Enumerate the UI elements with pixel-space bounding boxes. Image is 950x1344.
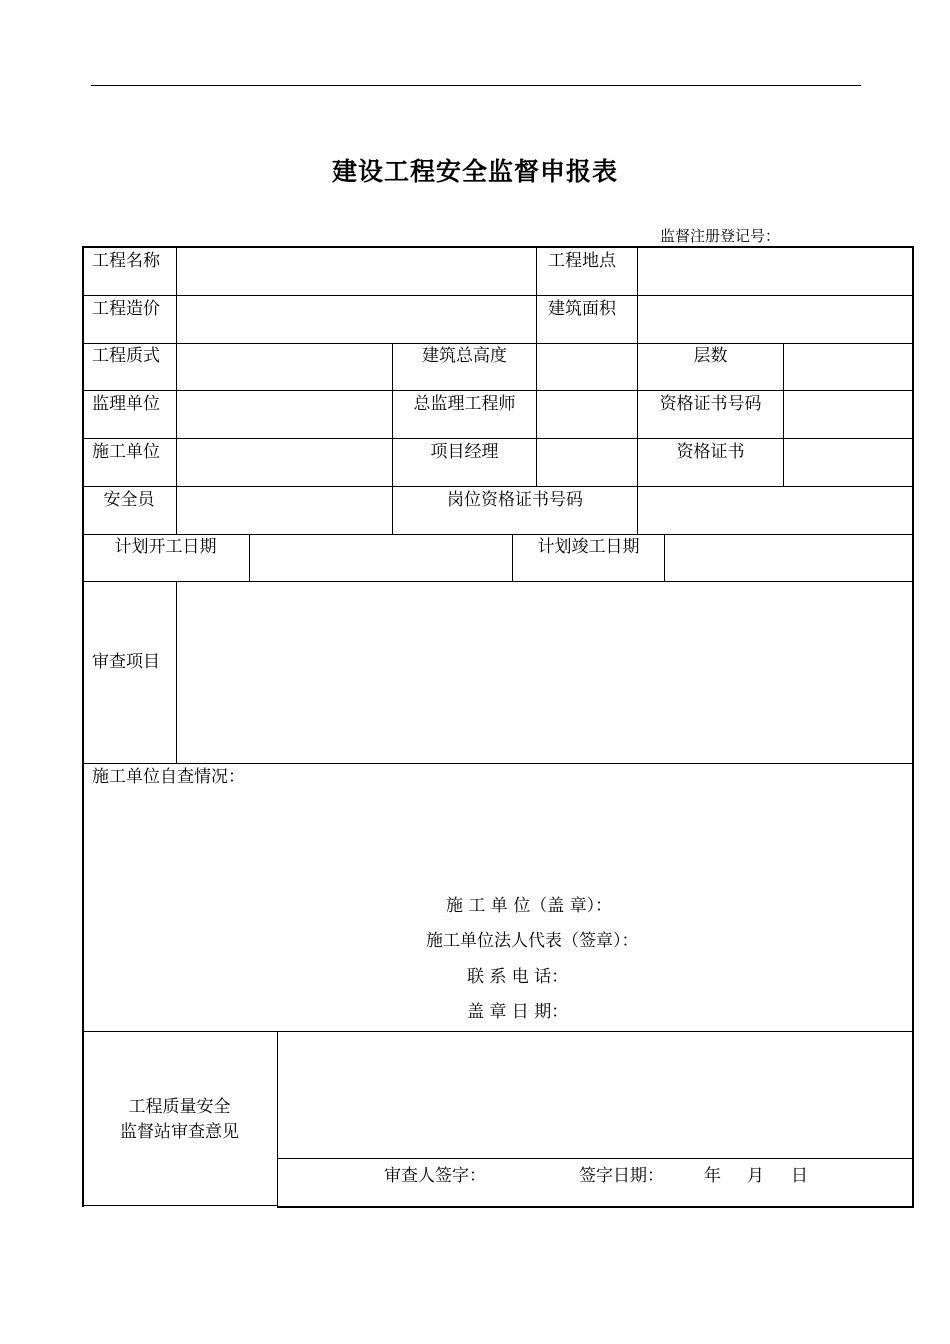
planned-completion-label: 计划竣工日期 bbox=[537, 537, 640, 557]
header-rule bbox=[91, 85, 861, 86]
total-height-label: 建筑总高度 bbox=[422, 346, 507, 366]
project-quality-label: 工程质式 bbox=[92, 346, 160, 366]
planned-completion-field[interactable] bbox=[666, 535, 911, 580]
review-items-label: 审查项目 bbox=[92, 652, 160, 672]
project-location-label: 工程地点 bbox=[548, 251, 616, 271]
review-items-field[interactable] bbox=[178, 582, 911, 762]
station-opinion-field[interactable] bbox=[279, 1033, 911, 1157]
safety-officer-field[interactable] bbox=[178, 487, 391, 533]
col-line bbox=[783, 343, 784, 486]
project-manager-label: 项目经理 bbox=[430, 442, 499, 462]
seal-date-label: 盖 章 日 期： bbox=[467, 1002, 569, 1022]
supervision-unit-field[interactable] bbox=[178, 391, 391, 437]
station-opinion-label-line1: 工程质量安全 bbox=[128, 1097, 231, 1117]
cert-number-field[interactable] bbox=[785, 391, 911, 437]
cert-label: 资格证书 bbox=[676, 442, 745, 462]
chief-engineer-field[interactable] bbox=[538, 391, 636, 437]
col-line bbox=[249, 534, 250, 581]
chief-engineer-label: 总监理工程师 bbox=[413, 394, 516, 414]
col-line bbox=[536, 246, 537, 486]
building-area-label: 建筑面积 bbox=[548, 299, 616, 319]
project-manager-field[interactable] bbox=[538, 439, 636, 485]
building-area-field[interactable] bbox=[639, 296, 911, 342]
post-cert-number-field[interactable] bbox=[639, 487, 911, 533]
col-line bbox=[176, 246, 177, 534]
construction-unit-label: 施工单位 bbox=[92, 442, 160, 462]
project-name-field[interactable] bbox=[178, 248, 535, 294]
floors-field[interactable] bbox=[785, 344, 911, 389]
table-border-bottom bbox=[277, 1206, 914, 1208]
project-quality-field[interactable] bbox=[178, 344, 391, 389]
floors-label: 层数 bbox=[693, 346, 728, 366]
planned-start-field[interactable] bbox=[251, 535, 511, 580]
reviewer-signature-label: 审查人签字： bbox=[384, 1166, 486, 1186]
col-line bbox=[664, 534, 665, 581]
month-label: 月 bbox=[747, 1166, 764, 1186]
cert-field[interactable] bbox=[785, 439, 911, 485]
legal-representative-label: 施工单位法人代表（签章）： bbox=[426, 931, 639, 951]
sign-date-label: 签字日期： bbox=[579, 1166, 664, 1186]
self-check-label: 施工单位自查情况： bbox=[92, 767, 245, 787]
registration-number-label: 监督注册登记号： bbox=[660, 227, 781, 245]
application-form-table bbox=[82, 246, 914, 1208]
project-cost-field[interactable] bbox=[178, 296, 535, 342]
planned-start-label: 计划开工日期 bbox=[114, 537, 217, 557]
station-opinion-label-line2: 监督站审查意见 bbox=[120, 1122, 239, 1142]
construction-unit-field[interactable] bbox=[178, 439, 391, 485]
day-label: 日 bbox=[791, 1166, 808, 1186]
col-line bbox=[637, 246, 638, 534]
table-border-bottom-left bbox=[82, 1205, 277, 1206]
project-name-label: 工程名称 bbox=[92, 251, 160, 271]
row-line bbox=[277, 1158, 914, 1159]
col-line bbox=[277, 1031, 278, 1208]
self-check-field[interactable] bbox=[84, 791, 911, 886]
row-line bbox=[82, 1031, 914, 1032]
page-title: 建设工程安全监督申报表 bbox=[331, 157, 618, 186]
cert-number-label: 资格证书号码 bbox=[659, 394, 762, 414]
col-line bbox=[176, 581, 177, 763]
year-label: 年 bbox=[704, 1166, 721, 1186]
project-location-field[interactable] bbox=[639, 248, 911, 294]
supervision-unit-label: 监理单位 bbox=[92, 394, 160, 414]
post-cert-number-label: 岗位资格证书号码 bbox=[447, 490, 583, 510]
contact-phone-label: 联 系 电 话： bbox=[467, 967, 569, 987]
row-line bbox=[82, 763, 914, 764]
safety-officer-label: 安全员 bbox=[103, 490, 155, 510]
total-height-field[interactable] bbox=[538, 344, 636, 389]
project-cost-label: 工程造价 bbox=[92, 299, 160, 319]
unit-seal-label: 施 工 单 位（盖 章）： bbox=[446, 896, 613, 916]
